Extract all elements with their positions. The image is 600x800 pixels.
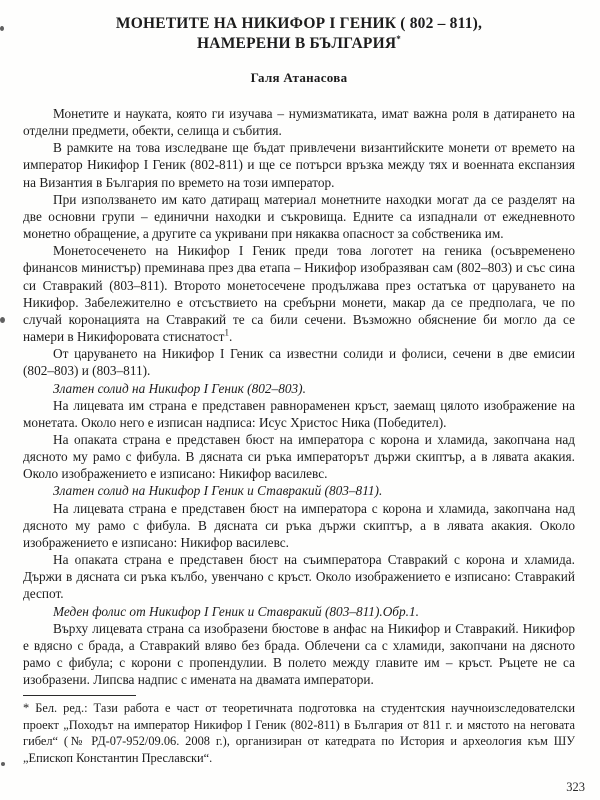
paragraph: На лицевата страна е представен бюст на императора с корона и хламида, закопчана над дясното му рамо с фибула. В дясната си ръка държи скиптър, а в лявата акакия. Около изображението е изписано: Никифор василевс. xyxy=(23,500,575,550)
paragraph: От царуването на Никифор I Геник са известни солиди и фолиси, сечени в две емисии (802–803) и (803–811). xyxy=(23,346,575,379)
paragraph: На опаката страна е представен бюст на императора с корона и хламида, закопчана над дясното му рамо с фибула. В дясната си ръка императорът държи скиптър, а в лявата акакия. Около изображението е изписано: Никифор василевс. xyxy=(23,431,575,482)
paragraph: В рамките на това изследване ще бъдат привлечени византийските монети от времето на император Никифор I Геник (802-811) и ще се потърси връзка между тях и военната експанзия на Византия в България по времето на този император. xyxy=(23,140,575,190)
footnote-text xyxy=(23,700,575,766)
coin-type-heading: Златен солид на Никифор I Геник и Ставракий (803–811). xyxy=(53,483,383,499)
paragraph: На лицевата им страна е представен равнораменен кръст, заемащ цялото изображение на монетата. Около него е изписан надписа: Исус Христос Ника (Победител). xyxy=(23,397,575,430)
page-number: 323 xyxy=(566,780,585,794)
footnote-body: Бел. ред.: Тази работа е част от теоретичната подготовка на студентския научноизследователски проект „Походът на император Никифор I Геник (802-811) в България от 811 г. и мястото на неговата гибел“ (№ РД-07-952/09.06. 2008 г.), организиран от катедрата по История и археология към ШУ „Епископ Константин Преславски“. xyxy=(23,701,575,765)
scan-artifact xyxy=(1,762,5,766)
article-body xyxy=(23,105,575,688)
paragraph xyxy=(23,242,575,345)
title-footnote-marker: * xyxy=(396,33,401,44)
footnote-marker: * xyxy=(23,701,30,716)
paragraph: При използването им като датиращ материал монетните находки могат да се разделят на две основни групи – единични находки и съкровища. Едните са изпаднали от ежедневното монетно обращение, а другите са укривани при някаква опасност за собственика им. xyxy=(23,191,575,242)
paragraph: Монетите и науката, която ги изучава – нумизматиката, имат важна роля в датирането на отделни предмети, обекти, селища и събития. xyxy=(23,106,575,139)
title-line-1: МОНЕТИТЕ НА НИКИФОР I ГЕНИК ( 802 – 811), xyxy=(115,15,483,32)
paragraph: На опаката страна е представен бюст на съимператора Ставракий с корона и хламида. Държи в дясната си ръка кълбо, увенчано с кръст. Около изображението е изписано: Ставракий деспот. xyxy=(23,552,575,602)
paragraph-text: Монетосеченето на Никифор I Геник преди това логотет на геника (осъвременено финансов министър) преминава през два етапа – Никифор изобразяван сам (802–803) и със сина си Ставракий (803–811). Второто монетосечене продължава през остатъка от царуването на Никифор. Забележително е отсъствието на сребърни монети, макар да се предполага, че по случай коронацията на Ставракий те са били сечени. Възможно обяснение би могло да се намери в Никифоровата стиснатост xyxy=(23,243,575,345)
scan-artifact xyxy=(0,317,5,323)
author-name: Галя Атанасова xyxy=(250,70,348,85)
footnote-divider xyxy=(23,695,136,696)
article-title xyxy=(23,14,575,54)
coin-type-heading: Златен солид на Никифор I Геник (802–803). xyxy=(53,380,306,396)
footnote-reference-1: 1 xyxy=(224,327,229,338)
footnote-section xyxy=(23,695,575,766)
coin-type-heading: Меден фолис от Никифор I Геник и Ставракий (803–811).Обр.1. xyxy=(53,603,419,619)
paragraph-text: . xyxy=(228,329,233,345)
title-line-2: НАМЕРЕНИ В БЪЛГАРИЯ xyxy=(197,35,397,52)
paragraph: Върху лицевата страна са изобразени бюстове в анфас на Никифор и Ставракий. Никифор е вдясно с брада, а Ставракий вляво без брада. Облечени са с хламиди, закопчани на дясното рамо с фибула; с корони с пропендулии. В полето между главите им – кръст. Ръцете не са изобразени. Липсва надпис с имената на двамата императори. xyxy=(23,620,575,688)
scan-artifact xyxy=(0,26,4,31)
